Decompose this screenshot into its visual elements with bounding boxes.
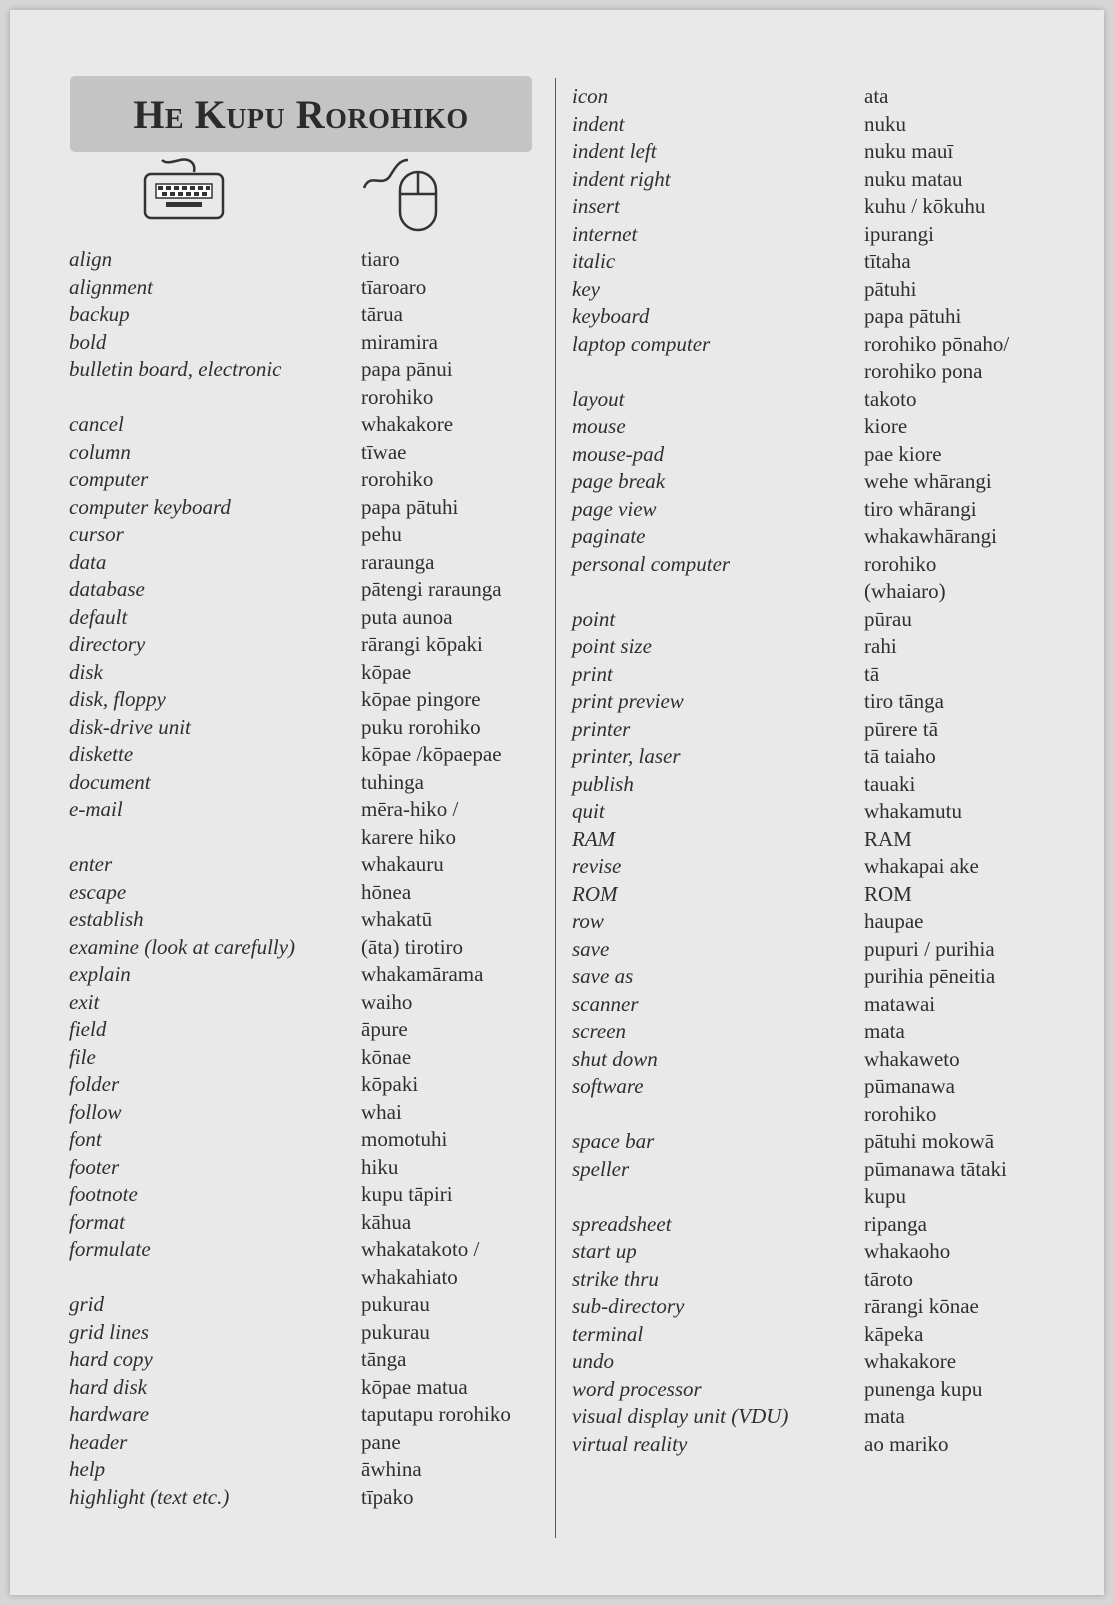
glossary-entry	[69, 1154, 511, 1182]
glossary-entry	[572, 83, 1009, 111]
maori-term: āpure	[361, 1017, 408, 1041]
english-term: point	[572, 606, 616, 631]
glossary-entry	[572, 468, 1009, 496]
glossary-entry	[572, 1376, 1009, 1404]
english-term: default	[69, 604, 128, 629]
maori-term: purihia pēneitia	[864, 964, 996, 988]
glossary-entry	[572, 496, 1009, 524]
maori-term: whakamutu	[864, 799, 962, 823]
glossary-entry	[572, 303, 1009, 331]
english-term: key	[572, 276, 600, 301]
maori-term: āwhina	[361, 1457, 422, 1481]
maori-term: tā taiaho	[864, 744, 936, 768]
maori-term: kāhua	[361, 1209, 412, 1234]
glossary-entry	[69, 1374, 511, 1402]
maori-term: papa pānui rorohiko	[361, 357, 453, 409]
maori-term: whakapai ake	[864, 854, 979, 878]
glossary-entry	[572, 331, 1009, 386]
maori-term: tīaroaro	[361, 274, 427, 299]
maori-term: miramira	[361, 329, 438, 354]
keyboard-icon	[136, 150, 226, 230]
glossary-entry	[572, 413, 1009, 441]
maori-term: takoto	[864, 386, 917, 411]
glossary-entry	[69, 1126, 511, 1154]
maori-term: mata	[864, 1404, 905, 1428]
maori-term: whakawhārangi	[864, 524, 997, 548]
glossary-entry	[572, 551, 1009, 606]
glossary-entry	[69, 549, 511, 577]
maori-term: kupu tāpiri	[361, 1182, 453, 1206]
english-term: bold	[69, 329, 107, 354]
english-term: font	[69, 1127, 102, 1151]
maori-term: kuhu / kōkuhu	[864, 194, 986, 218]
glossary-entry	[572, 1018, 1009, 1046]
glossary-entry	[572, 386, 1009, 414]
glossary-entry	[572, 1266, 1009, 1294]
glossary-entry	[572, 166, 1009, 194]
glossary-entry	[69, 521, 511, 549]
english-term: space bar	[572, 1129, 655, 1153]
english-term: page break	[572, 469, 666, 493]
english-term: formulate	[69, 1237, 151, 1261]
english-term: disk	[69, 659, 103, 684]
english-term: alignment	[69, 274, 153, 299]
glossary-entry	[572, 991, 1009, 1019]
english-term: personal computer	[572, 551, 731, 576]
maori-term: whakakore	[361, 412, 454, 436]
english-term: point size	[572, 634, 652, 658]
english-term: explain	[69, 962, 131, 986]
maori-term: waiho	[361, 989, 413, 1014]
english-term: publish	[572, 771, 634, 796]
maori-term: kōnae	[361, 1044, 412, 1069]
maori-term: pae kiore	[864, 441, 942, 466]
glossary-entry	[572, 1348, 1009, 1376]
glossary-entry	[572, 881, 1009, 909]
maori-term: kōpae matua	[361, 1374, 468, 1399]
english-term: cancel	[69, 412, 124, 436]
maori-term: tāroto	[864, 1266, 913, 1291]
maori-term: tuhinga	[361, 769, 424, 794]
maori-term: tiro whārangi	[864, 496, 977, 521]
maori-term: tā	[864, 661, 880, 686]
maori-term: hiku	[361, 1154, 399, 1179]
maori-term: whakatakoto / whakahiato	[361, 1237, 480, 1289]
maori-term: tiaro	[361, 247, 400, 271]
maori-term: whakatū	[361, 907, 433, 931]
glossary-entry	[572, 1238, 1009, 1266]
maori-term: ROM	[864, 881, 912, 906]
english-term: computer keyboard	[69, 494, 231, 519]
maori-term: raraunga	[361, 549, 435, 574]
maori-term: kāpeka	[864, 1321, 924, 1346]
maori-term: mata	[864, 1019, 905, 1043]
english-term: strike thru	[572, 1266, 659, 1291]
glossary-entry	[572, 1156, 1009, 1211]
glossary-entry	[572, 798, 1009, 826]
english-term: grid lines	[69, 1319, 149, 1344]
english-term: ROM	[572, 881, 618, 906]
english-term: e-mail	[69, 797, 123, 821]
english-term: scanner	[572, 991, 639, 1016]
english-term: keyboard	[572, 304, 650, 328]
maori-term: puta aunoa	[361, 604, 453, 629]
english-term: hard copy	[69, 1347, 153, 1371]
glossary-entry	[69, 411, 511, 439]
english-term: undo	[572, 1349, 614, 1373]
glossary-entry	[572, 743, 1009, 771]
english-term: save as	[572, 964, 634, 988]
glossary-entry	[572, 221, 1009, 249]
english-term: hardware	[69, 1402, 150, 1426]
english-term: follow	[69, 1099, 122, 1124]
english-term: revise	[572, 854, 622, 878]
glossary-entry	[69, 1346, 511, 1374]
glossary-entry	[572, 826, 1009, 854]
maori-term: pukurau	[361, 1292, 430, 1316]
glossary-entry	[572, 1073, 1009, 1128]
maori-term: puku rorohiko	[361, 714, 481, 739]
english-term: highlight (text etc.)	[69, 1484, 230, 1509]
glossary-entry	[69, 1319, 511, 1347]
glossary-entry	[572, 963, 1009, 991]
english-term: paginate	[572, 524, 646, 548]
maori-term: hōnea	[361, 879, 412, 904]
glossary-entry	[69, 879, 511, 907]
glossary-entry	[69, 1099, 511, 1127]
maori-term: pātuhi mokowā	[864, 1129, 995, 1153]
glossary-entry	[69, 659, 511, 687]
english-term: terminal	[572, 1321, 644, 1346]
glossary-entry	[572, 193, 1009, 221]
english-term: exit	[69, 989, 100, 1014]
glossary-entry	[69, 796, 511, 851]
maori-term: tīpako	[361, 1484, 414, 1509]
glossary-entry	[69, 494, 511, 522]
english-term: indent right	[572, 166, 671, 191]
english-term: software	[572, 1074, 644, 1098]
english-term: virtual reality	[572, 1431, 688, 1456]
glossary-entry	[69, 1291, 511, 1319]
glossary-entry	[69, 1236, 511, 1291]
glossary-entry	[572, 138, 1009, 166]
maori-term: punenga kupu	[864, 1376, 983, 1401]
english-term: visual display unit (VDU)	[572, 1404, 789, 1428]
glossary-entry	[572, 1321, 1009, 1349]
glossary-entry	[69, 246, 511, 274]
english-term: laptop computer	[572, 331, 711, 356]
english-term: mouse	[572, 414, 626, 438]
maori-term: rorohiko (whaiaro)	[864, 551, 946, 603]
english-term: indent	[572, 111, 625, 136]
glossary-entry	[572, 1046, 1009, 1074]
english-term: bulletin board, electronic	[69, 357, 282, 381]
maori-term: kōpae pingore	[361, 687, 481, 711]
maori-term: whakakore	[864, 1349, 957, 1373]
english-term: mouse-pad	[572, 441, 665, 466]
glossary-entry	[69, 301, 511, 329]
maori-term: rārangi kōnae	[864, 1294, 979, 1318]
maori-term: kōpae	[361, 659, 412, 684]
english-term: establish	[69, 907, 144, 931]
english-term: sub-directory	[572, 1294, 685, 1318]
glossary-entry	[572, 1128, 1009, 1156]
glossary-entry	[69, 989, 511, 1017]
english-term: examine (look at carefully)	[69, 934, 296, 959]
maori-term: matawai	[864, 991, 936, 1016]
glossary-entry	[69, 576, 511, 604]
english-term: page view	[572, 496, 657, 521]
maori-term: RAM	[864, 826, 912, 851]
maori-term: whakauru	[361, 852, 444, 876]
glossary-entry	[572, 1293, 1009, 1321]
maori-term: kōpae /kōpaepae	[361, 742, 502, 766]
maori-term: pātengi raraunga	[361, 577, 502, 601]
maori-term: pūrau	[864, 606, 912, 631]
english-term: word processor	[572, 1376, 702, 1401]
maori-term: nuku	[864, 111, 906, 136]
english-term: help	[69, 1457, 106, 1481]
maori-term: ipurangi	[864, 221, 934, 246]
maori-term: (āta) tirotiro	[361, 934, 464, 959]
english-term: database	[69, 577, 145, 601]
maori-term: nuku matau	[864, 166, 963, 191]
maori-term: whakamārama	[361, 962, 484, 986]
english-term: printer	[572, 716, 631, 741]
english-term: print preview	[572, 689, 684, 713]
maori-term: whakaoho	[864, 1239, 951, 1263]
glossary-page	[10, 10, 1104, 1595]
english-term: backup	[69, 302, 130, 326]
glossary-entry	[69, 769, 511, 797]
glossary-entry	[572, 716, 1009, 744]
glossary-entry	[572, 111, 1009, 139]
english-term: directory	[69, 632, 146, 656]
english-term: field	[69, 1017, 107, 1041]
glossary-left-column	[69, 246, 511, 1511]
english-term: enter	[69, 852, 113, 876]
maori-term: rārangi kōpaki	[361, 632, 483, 656]
english-term: computer	[69, 467, 149, 491]
maori-term: haupae	[864, 909, 924, 933]
maori-term: pupuri / purihia	[864, 936, 995, 961]
maori-term: rorohiko pōnaho/ rorohiko pona	[864, 331, 1010, 383]
english-term: hard disk	[69, 1374, 147, 1399]
maori-term: pūrere tā	[864, 716, 939, 741]
english-term: header	[69, 1429, 128, 1454]
glossary-entry	[572, 248, 1009, 276]
english-term: grid	[69, 1292, 105, 1316]
english-term: format	[69, 1209, 126, 1234]
maori-term: ripanga	[864, 1211, 927, 1236]
english-term: print	[572, 661, 613, 686]
english-term: cursor	[69, 522, 124, 546]
glossary-entry	[69, 851, 511, 879]
maori-term: kōpaki	[361, 1072, 419, 1096]
glossary-entry	[572, 1403, 1009, 1431]
maori-term: ao mariko	[864, 1431, 949, 1456]
page-title: He Kupu Rorohiko	[133, 91, 469, 137]
glossary-entry	[572, 1211, 1009, 1239]
english-term: screen	[572, 1019, 627, 1043]
english-term: italic	[572, 249, 616, 273]
maori-term: pātuhi	[864, 276, 917, 301]
english-term: icon	[572, 84, 609, 108]
english-term: document	[69, 769, 151, 794]
glossary-entry	[572, 1431, 1009, 1459]
glossary-entry	[572, 523, 1009, 551]
mouse-icon	[360, 154, 442, 236]
glossary-entry	[69, 274, 511, 302]
maori-term: pūmanawa tātaki kupu	[864, 1156, 1007, 1208]
glossary-entry	[572, 276, 1009, 304]
maori-term: tīwae	[361, 439, 407, 464]
maori-term: tiro tānga	[864, 689, 944, 713]
maori-term: whakaweto	[864, 1046, 960, 1071]
english-term: file	[69, 1044, 96, 1069]
english-term: data	[69, 549, 107, 574]
english-term: quit	[572, 799, 605, 823]
maori-term: wehe whārangi	[864, 469, 992, 493]
maori-term: momotuhi	[361, 1127, 448, 1151]
glossary-entry	[69, 1071, 511, 1099]
column-divider	[555, 78, 556, 1538]
english-term: column	[69, 439, 131, 464]
maori-term: pane	[361, 1429, 401, 1454]
maori-term: papa pātuhi	[361, 494, 459, 519]
glossary-entry	[69, 961, 511, 989]
english-term: indent left	[572, 139, 657, 163]
glossary-entry	[572, 771, 1009, 799]
english-term: folder	[69, 1072, 120, 1096]
maori-term: tauaki	[864, 771, 916, 796]
english-term: start up	[572, 1239, 637, 1263]
english-term: disk, floppy	[69, 687, 166, 711]
glossary-entry	[69, 714, 511, 742]
english-term: insert	[572, 194, 620, 218]
english-term: save	[572, 936, 610, 961]
glossary-entry	[69, 604, 511, 632]
maori-term: pehu	[361, 522, 402, 546]
maori-term: whai	[361, 1099, 402, 1124]
maori-term: tārua	[361, 302, 403, 326]
glossary-entry	[69, 1181, 511, 1209]
english-term: layout	[572, 386, 625, 411]
glossary-entry	[572, 688, 1009, 716]
maori-term: mēra-hiko / karere hiko	[361, 797, 459, 849]
glossary-entry	[69, 1016, 511, 1044]
glossary-entry	[69, 906, 511, 934]
maori-term: ata	[864, 84, 889, 108]
glossary-entry	[69, 1044, 511, 1072]
glossary-entry	[69, 631, 511, 659]
english-term: disk-drive unit	[69, 714, 191, 739]
glossary-entry	[69, 329, 511, 357]
glossary-entry	[69, 1484, 511, 1512]
english-term: align	[69, 247, 113, 271]
glossary-entry	[69, 466, 511, 494]
glossary-entry	[69, 356, 511, 411]
glossary-entry	[572, 853, 1009, 881]
english-term: speller	[572, 1156, 630, 1181]
glossary-entry	[69, 934, 511, 962]
maori-term: rahi	[864, 634, 897, 658]
english-term: footnote	[69, 1182, 138, 1206]
maori-term: tānga	[361, 1347, 407, 1371]
english-term: footer	[69, 1154, 120, 1179]
glossary-entry	[69, 1401, 511, 1429]
glossary-entry	[69, 686, 511, 714]
glossary-right-column	[572, 83, 1009, 1458]
english-term: shut down	[572, 1046, 658, 1071]
glossary-entry	[69, 1429, 511, 1457]
english-term: internet	[572, 221, 638, 246]
glossary-entry	[69, 741, 511, 769]
maori-term: nuku mauī	[864, 139, 954, 163]
english-term: printer, laser	[572, 744, 681, 768]
english-term: row	[572, 909, 604, 933]
maori-term: pukurau	[361, 1319, 430, 1344]
maori-term: kiore	[864, 414, 908, 438]
maori-term: tītaha	[864, 249, 911, 273]
glossary-entry	[572, 908, 1009, 936]
maori-term: pūmanawa rorohiko	[864, 1074, 955, 1126]
glossary-entry	[69, 1456, 511, 1484]
english-term: RAM	[572, 826, 616, 851]
glossary-entry	[69, 439, 511, 467]
english-term: escape	[69, 879, 127, 904]
maori-term: taputapu rorohiko	[361, 1402, 511, 1426]
english-term: spreadsheet	[572, 1211, 672, 1236]
glossary-entry	[572, 606, 1009, 634]
glossary-entry	[572, 936, 1009, 964]
title-banner	[70, 76, 532, 152]
glossary-entry	[572, 441, 1009, 469]
maori-term: rorohiko	[361, 467, 434, 491]
glossary-entry	[69, 1209, 511, 1237]
english-term: diskette	[69, 742, 134, 766]
maori-term: papa pātuhi	[864, 304, 962, 328]
glossary-entry	[572, 633, 1009, 661]
glossary-entry	[572, 661, 1009, 689]
